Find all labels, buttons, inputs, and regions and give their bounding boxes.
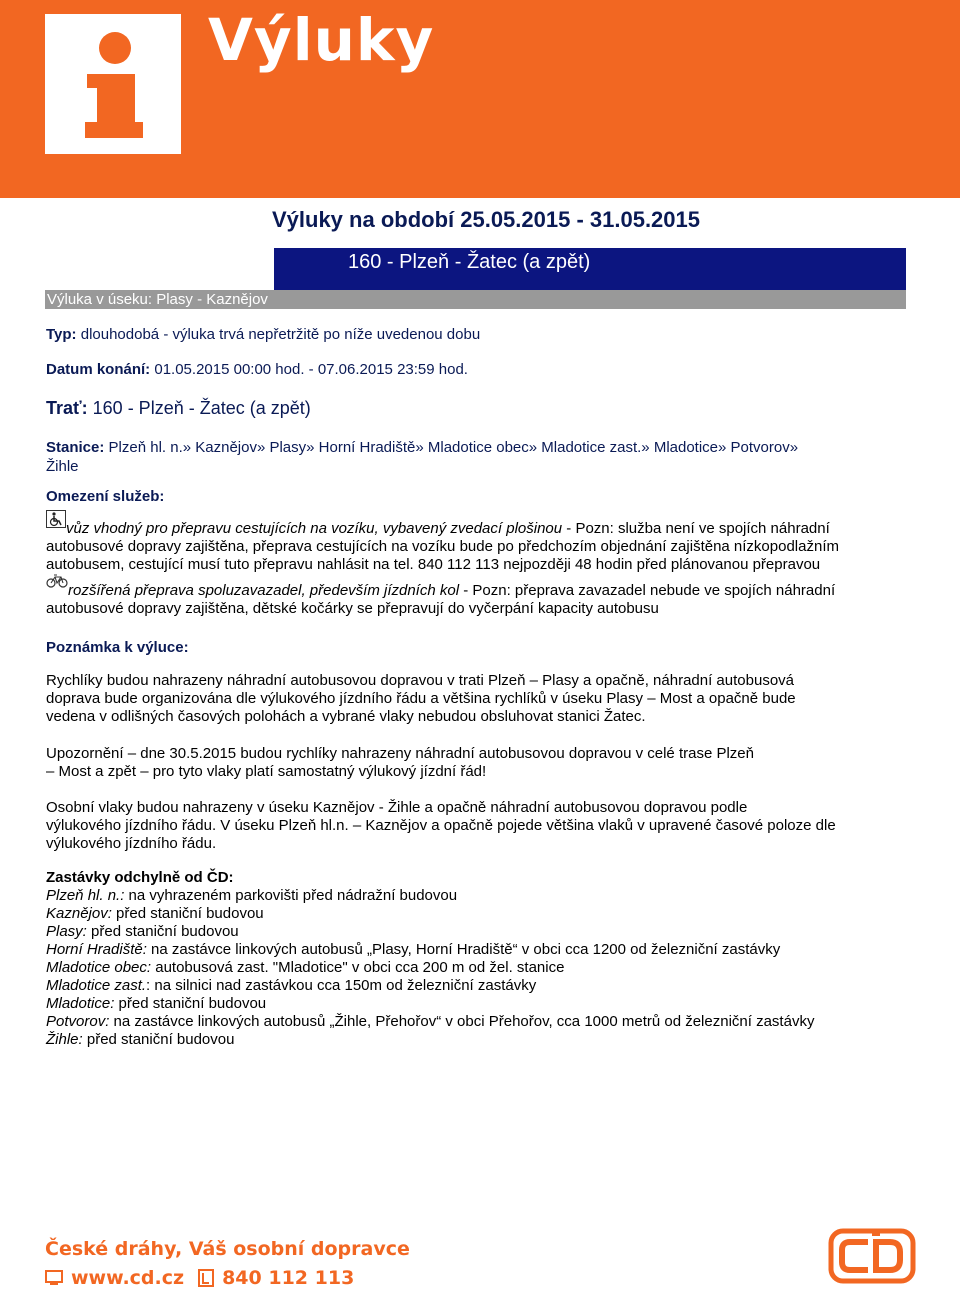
restriction-title: vůz vhodný pro přepravu cestujících na vozíku, vybavený zvedací plošinou [66, 520, 563, 537]
track-value: 160 - Plzeň - Žatec (a zpět) [92, 398, 311, 418]
note-heading: Poznámka k výluce: [46, 639, 189, 656]
stations-value: Plzeň hl. n.» Kaznějov» Plasy» Horní Hradiště» Mladotice obec» Mladotice zast.» Mladotice» Potvorov» [108, 439, 799, 456]
type-label: Typ: [46, 326, 77, 343]
section-title-bar: Výluka v úseku: Plasy - Kaznějov [45, 290, 906, 309]
cd-logo-icon [828, 1228, 916, 1284]
type-value: dlouhodobá - výluka trvá nepřetržitě po níže uvedenou dobu [80, 326, 481, 343]
header-title: Výluky [208, 6, 435, 74]
stops-heading: Zastávky odchylně od ČD: [46, 869, 234, 886]
footer-contact [45, 1267, 354, 1289]
note-paragraph-2: Upozornění – dne 30.5.2015 budou rychlíky nahrazeny náhradní autobusovou dopravou v celé trase Plzeň – Most a zpět – pro tyto vlaky platí samostatný výlukový jízdní řád! [46, 745, 754, 780]
date-label: Datum konání: [46, 361, 151, 378]
date-row [46, 361, 468, 379]
stations-row [46, 439, 798, 457]
type-row [46, 326, 480, 344]
stop-item: Plzeň hl. n.: na vyhrazeném parkovišti před nádražní budovou [46, 887, 458, 904]
phone-icon [198, 1269, 214, 1287]
stations-row-cont [46, 458, 79, 476]
restriction-item-bicycle [46, 574, 916, 618]
info-logo-icon [45, 14, 181, 154]
period-title: Výluky na období 25.05.2015 - 31.05.2015 [271, 207, 700, 232]
date-value: 01.05.2015 00:00 hod. - 07.06.2015 23:59 hod. [154, 361, 468, 378]
bicycle-icon [46, 574, 68, 588]
stop-item: Horní Hradiště: na zastávce linkových autobusů „Plasy, Horní Hradiště“ v obci cca 1200 od železniční zastávky [46, 941, 781, 958]
restriction-note: - Pozn: služba není ve spojích náhradní [562, 520, 830, 537]
website-link[interactable]: www.cd.cz [71, 1267, 185, 1289]
stations-value-cont: Žihle [46, 458, 79, 475]
note-paragraph-3: Osobní vlaky budou nahrazeny v úseku Kaznějov - Žihle a opačně náhradní autobusovou dopravou podle výlukového jízdního řádu. V úseku Plzeň hl.n. – Kaznějov a opačně pojede většina vlaků v upravené časové poloze dle výlukového jízdního řádu. [46, 799, 836, 852]
stops-section [46, 869, 916, 1049]
restrictions-heading: Omezení služeb: [46, 488, 165, 505]
line-title-bar: 160 - Plzeň - Žatec (a zpět) [274, 248, 906, 290]
restriction-line: autobusové dopravy zajištěna, přeprava cestujících na vozíku bude po předchozím objednání zajištěna nízkopodlažním [46, 538, 839, 555]
header-banner [0, 0, 960, 198]
wheelchair-icon [46, 510, 66, 528]
track-label: Trať: [46, 398, 88, 418]
restriction-title: rozšířená přeprava spoluzavazadel, především jízdních kol [68, 582, 460, 599]
computer-icon [45, 1270, 63, 1286]
phone-number: 840 112 113 [222, 1267, 355, 1289]
footer-slogan: České dráhy, Váš osobní dopravce [45, 1238, 410, 1260]
restriction-note: - Pozn: přeprava zavazadel nebude ve spojích náhradní [459, 582, 836, 599]
stop-item: Žihle: před staniční budovou [46, 1031, 235, 1048]
restriction-line: autobusové dopravy zajištěna, dětské kočárky se přepravují do vyčerpání kapacity autobusu [46, 600, 659, 617]
stop-item: Mladotice obec: autobusová zast. "Mladotice" v obci cca 200 m od žel. stanice [46, 959, 565, 976]
note-paragraph-1: Rychlíky budou nahrazeny náhradní autobusovou dopravou v trati Plzeň – Plasy a opačně, náhradní autobusová doprava bude organizována dle výlukového jízdního řádu a většina rychlíků v úseku Plasy – Most a opačně bude vedena v odlišných časových polohách a vybrané vlaky nebudou obsluhovat stanici Žatec. [46, 672, 796, 725]
stop-item: Potvorov: na zastávce linkových autobusů „Žihle, Přehořov“ v obci Přehořov, cca 1000 metrů od železniční zastávky [46, 1013, 815, 1030]
stop-item: Mladotice zast.: na silnici nad zastávkou cca 150m od železniční zastávky [46, 977, 537, 994]
stop-item: Plasy: před staniční budovou [46, 923, 239, 940]
track-row [46, 399, 311, 417]
stop-item: Mladotice: před staniční budovou [46, 995, 267, 1012]
stations-label: Stanice: [46, 439, 105, 456]
restriction-item-wheelchair [46, 510, 916, 574]
restriction-line: autobusem, cestující musí tuto přepravu nahlásit na tel. 840 112 113 nejpozději 48 hodin před plánovanou přepravou [46, 556, 821, 573]
stop-item: Kaznějov: před staniční budovou [46, 905, 264, 922]
